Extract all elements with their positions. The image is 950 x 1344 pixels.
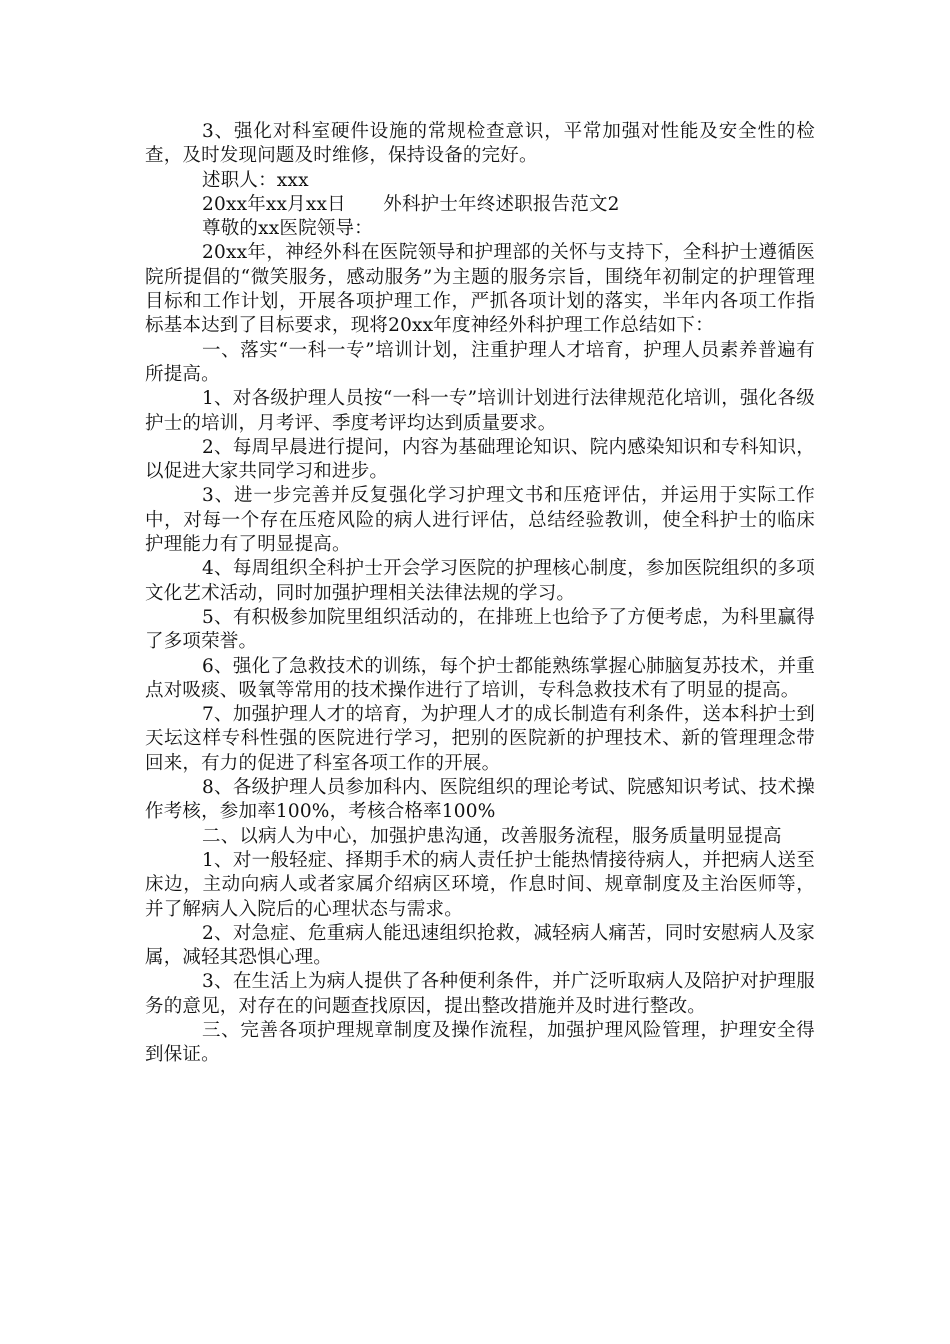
document-body — [145, 120, 815, 1068]
paragraph-2-2: 2、对急症、危重病人能迅速组织抢救，减轻病人痛苦，同时安慰病人及家属，减轻其恐惧心理。 — [145, 922, 815, 969]
salutation: 尊敬的xx医院领导： — [202, 218, 373, 240]
paragraph-2-3: 3、在生活上为病人提供了各种便利条件，并广泛听取病人及陪护对护理服务的意见，对存在的问题查找原因，提出整改措施并及时进行整改。 — [145, 971, 815, 1017]
paragraph-1-1: 1、对各级护理人员按“一科一专”培训计划进行法律规范化培训，强化各级护士的培训，月考评、季度考评均达到质量要求。 — [145, 388, 815, 434]
paragraph-2-1: 1、对一般轻症、择期手术的病人责任护士能热情接待病人，并把病人送至床边，主动向病人或者家属介绍病区环境，作息时间、规章制度及主治医师等，并了解病人入院后的心理状态与需求。 — [145, 849, 815, 920]
paragraph-1-7: 7、加强护理人才的培育，为护理人才的成长制造有利条件，送本科护士到天坛这样专科性强的医院进行学习，把别的医院新的护理技术、新的管理理念带回来，有力的促进了科室各项工作的开展。 — [145, 704, 815, 774]
paragraph-1-8: 8、各级护理人员参加科内、医院组织的理论考试、院感知识考试、技术操作考核，参加率100%，考核合格率100% — [145, 777, 815, 823]
signature-name: 述职人：xxx — [202, 169, 309, 191]
section-heading-2: 二、以病人为中心，加强护患沟通，改善服务流程，服务质量明显提高 — [202, 825, 782, 847]
paragraph-1-4: 4、每周组织全科护士开会学习医院的护理核心制度，参加医院组织的多项文化艺术活动，同时加强护理相关法律法规的学习。 — [145, 558, 815, 604]
paragraph-1-6: 6、强化了急救技术的训练，每个护士都能熟练掌握心肺脑复苏技术，并重点对吸痰、吸氧等常用的技术操作进行了培训，专科急救技术有了明显的提高。 — [145, 655, 815, 701]
section-heading-3: 三、完善各项护理规章制度及操作流程，加强护理风险管理，护理安全得到保证。 — [145, 1019, 815, 1066]
date-and-title: 20xx年xx月xx日 外科护士年终述职报告范文2 — [202, 193, 620, 215]
paragraph-1-3: 3、进一步完善并反复强化学习护理文书和压疮评估，并运用于实际工作中，对每一个存在压疮风险的病人进行评估，总结经验教训，使全科护士的临床护理能力有了明显提高。 — [145, 485, 815, 556]
section-heading-1: 一、落实“一科一专”培训计划，注重护理人才培育，护理人员素养普遍有所提高。 — [145, 339, 815, 385]
paragraph-1-2: 2、每周早晨进行提问，内容为基础理论知识、院内感染知识和专科知识，以促进大家共同学习和进步。 — [145, 436, 815, 483]
paragraph-1-5: 5、有积极参加院里组织活动的，在排班上也给予了方便考虑，为科里赢得了多项荣誉。 — [145, 606, 815, 653]
paragraph-equipment-check: 3、强化对科室硬件设施的常规检查意识，平常加强对性能及安全性的检查，及时发现问题及时维修，保持设备的完好。 — [145, 121, 815, 167]
paragraph-intro: 20xx年，神经外科在医院领导和护理部的关怀与支持下，全科护士遵循医院所提倡的“微笑服务，感动服务”为主题的服务宗旨，围绕年初制定的护理管理目标和工作计划，开展各项护理工作，严抓各项计划的落实，半年内各项工作指标基本达到了目标要求，现将20xx年度神经外科护理工作总结如下： — [145, 242, 815, 337]
